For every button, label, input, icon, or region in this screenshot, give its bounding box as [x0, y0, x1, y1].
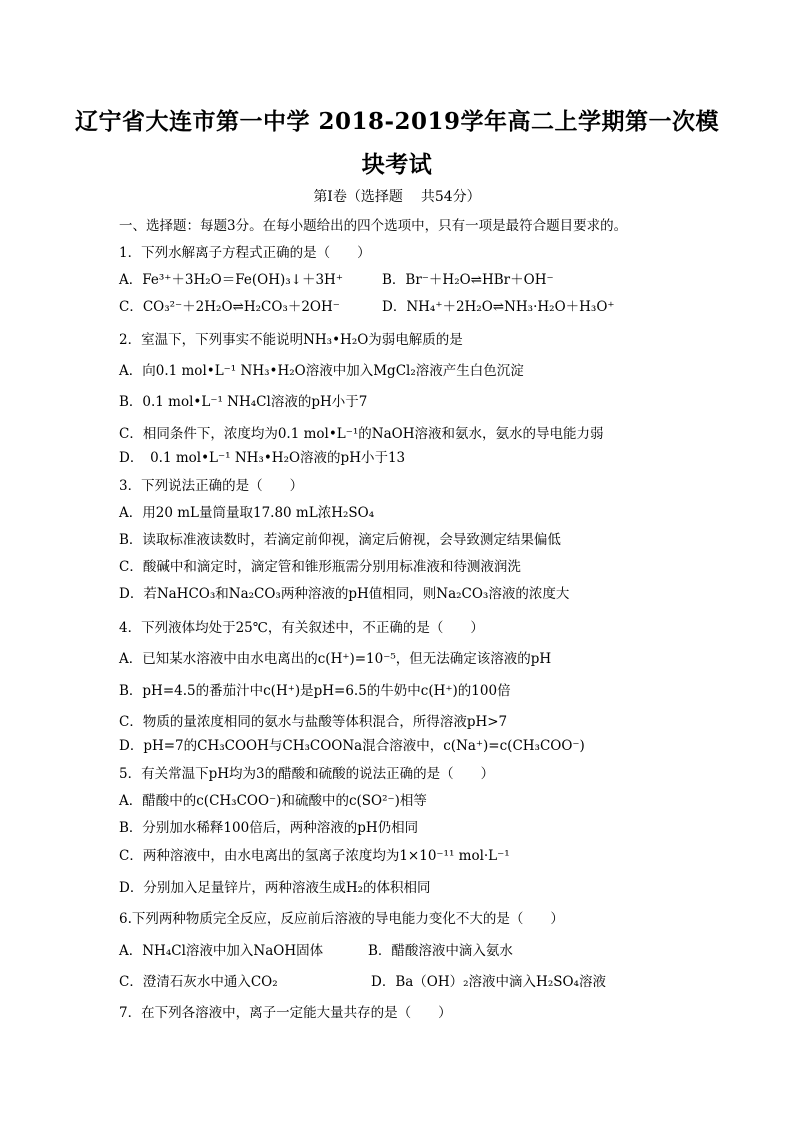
question-1-option-b: B．Br⁻＋H₂O⇌HBr＋OH⁻ [382, 272, 554, 288]
question-2-option-b: B．0.1 mol•L⁻¹ NH₄Cl溶液的pH小于7 [119, 394, 368, 410]
question-4-option-c: C．物质的量浓度相同的氨水与盐酸等体积混合，所得溶液pH>7 [119, 714, 508, 730]
question-3-option-c: C．酸碱中和滴定时，滴定管和锥形瓶需分别用标准液和待测液润洗 [119, 559, 521, 575]
question-3-option-a: A．用20 mL量筒量取17.80 mL浓H₂SO₄ [119, 505, 375, 521]
question-4-stem: 4．下列液体均处于25℃，有关叙述中，不正确的是（ ） [119, 620, 484, 636]
question-4-option-b: B．pH=4.5的番茄汁中c(H⁺)是pH=6.5的牛奶中c(H⁺)的100倍 [119, 683, 511, 699]
question-2-option-c: C．相同条件下，浓度均为0.1 mol•L⁻¹的NaOH溶液和氨水，氨水的导电能力弱 [119, 426, 604, 442]
question-5-option-a: A．醋酸中的c(CH₃COO⁻)和硫酸中的c(SO²⁻)相等 [119, 793, 427, 809]
question-5-option-b: B．分别加水稀释100倍后，两种溶液的pH仍相同 [119, 820, 419, 836]
question-3-stem: 3．下列说法正确的是（ ） [119, 478, 304, 494]
question-5-option-c: C．两种溶液中，由水电离出的氢离子浓度均为1×10⁻¹¹ mol·L⁻¹ [119, 848, 510, 864]
question-2-option-a: A．向0.1 mol•L⁻¹ NH₃•H₂O溶液中加入MgCl₂溶液产生白色沉淀 [119, 363, 524, 379]
question-6-option-b: B．醋酸溶液中滴入氨水 [368, 943, 513, 959]
question-5-stem: 5．有关常温下pH均为3的醋酸和硫酸的说法正确的是（ ） [119, 766, 495, 782]
section-heading [0, 186, 794, 206]
question-1-option-d: D．NH₄⁺＋2H₂O⇌NH₃·H₂O＋H₃O⁺ [382, 299, 615, 315]
section-name: 第Ⅰ卷（选择题 [313, 189, 403, 205]
question-6-option-d: D．Ba（OH）₂溶液中滴入H₂SO₄溶液 [371, 974, 606, 990]
question-5-option-d: D．分别加入足量锌片，两种溶液生成H₂的体积相同 [119, 880, 431, 896]
page-title-line1: 辽宁省大连市第一中学 2018-2019学年高二上学期第一次模 [74, 108, 720, 135]
question-3-option-b: B．读取标准液读数时，若滴定前仰视，滴定后俯视，会导致测定结果偏低 [119, 532, 561, 548]
question-4-option-a: A．已知某水溶液中由水电离出的c(H⁺)=10⁻⁵，但无法确定该溶液的pH [119, 651, 552, 667]
page-title-line2: 块考试 [361, 151, 433, 178]
question-2-option-d: D． 0.1 mol•L⁻¹ NH₃•H₂O溶液的pH小于13 [119, 450, 406, 466]
question-6-option-c: C．澄清石灰水中通入CO₂ [119, 974, 278, 990]
question-6-option-a: A．NH₄Cl溶液中加入NaOH固体 [119, 943, 324, 959]
question-1-option-c: C．CO₃²⁻＋2H₂O⇌H₂CO₃＋2OH⁻ [119, 299, 340, 315]
section-score: 共54分） [420, 189, 481, 205]
question-3-option-d: D．若NaHCO₃和Na₂CO₃两种溶液的pH值相同，则Na₂CO₃溶液的浓度大 [119, 586, 570, 602]
question-6-stem: 6.下列两种物质完全反应，反应前后溶液的导电能力变化不大的是（ ） [119, 911, 564, 927]
instructions: 一、选择题：每题3分。在每小题给出的四个选项中，只有一项是最符合题目要求的。 [119, 218, 628, 234]
question-4-option-d: D．pH=7的CH₃COOH与CH₃COONa混合溶液中，c(Na⁺)=c(CH₃COO⁻) [119, 738, 585, 754]
question-1-option-a: A．Fe³⁺＋3H₂O＝Fe(OH)₃↓＋3H⁺ [119, 272, 343, 288]
question-7-stem: 7．在下列各溶液中，离子一定能大量共存的是（ ） [119, 1005, 452, 1021]
question-1-stem: 1．下列水解离子方程式正确的是（ ） [119, 245, 371, 261]
question-2-stem: 2．室温下，下列事实不能说明NH₃•H₂O为弱电解质的是 [119, 332, 463, 348]
